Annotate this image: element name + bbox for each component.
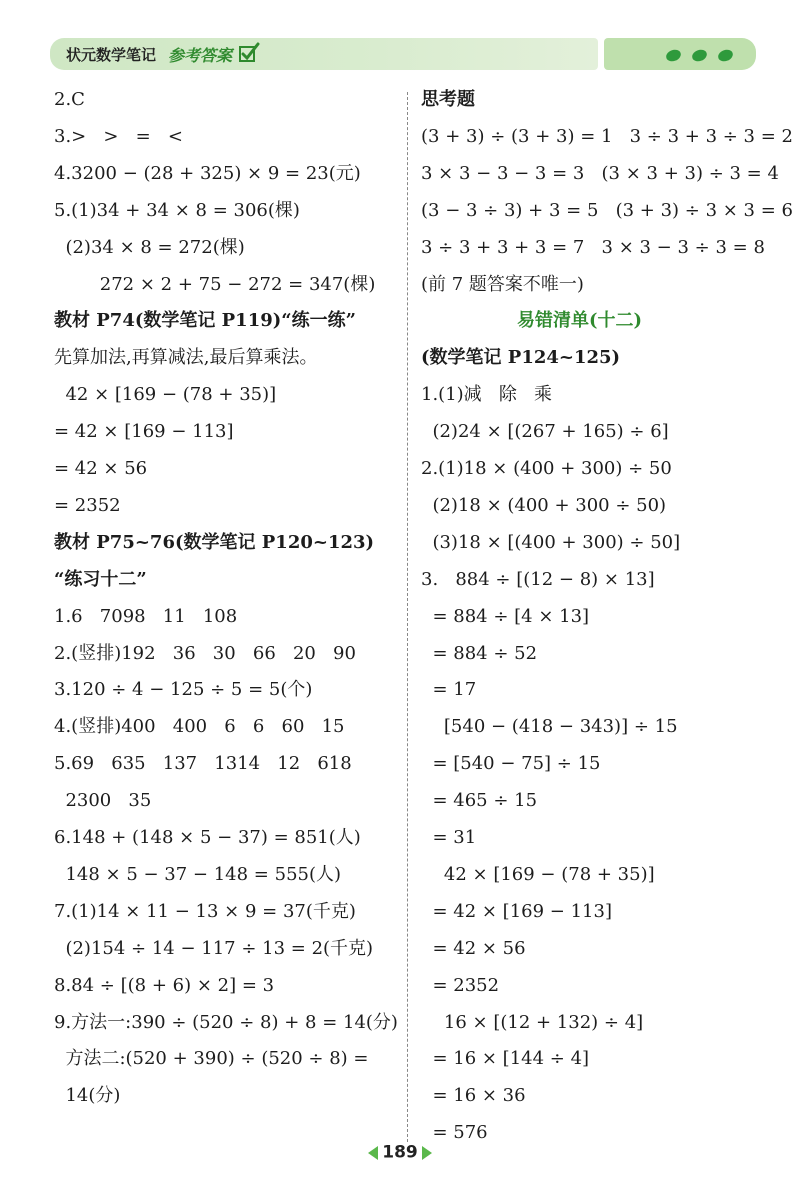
answer-line: = 884 ÷ 52 — [421, 642, 538, 664]
answer-line: 教材 P74(数学笔记 P119)“练一练” — [54, 310, 356, 332]
dot-icon — [665, 48, 683, 63]
answer-line: [540 − (418 − 343)] ÷ 15 — [421, 716, 678, 738]
answer-line: 3. 884 ÷ [(12 − 8) × 13] — [421, 568, 655, 590]
page-footer — [0, 1142, 800, 1163]
answer-line: 16 × [(12 + 132) ÷ 4] — [421, 1011, 644, 1033]
page-header — [0, 36, 800, 76]
answer-line: = 31 — [421, 827, 477, 848]
answer-line: = [540 − 75] ÷ 15 — [421, 753, 601, 775]
answer-line: 易错清单(十二) — [517, 310, 643, 332]
answer-line: = 42 × 56 — [54, 458, 148, 479]
answer-line: (2)34 × 8 = 272(棵) — [54, 236, 245, 258]
answer-line: = 576 — [421, 1122, 488, 1144]
answer-line: = 2352 — [421, 974, 500, 996]
answer-line: 3 × 3 − 3 − 3 = 3 (3 × 3 + 3) ÷ 3 = 4 — [421, 162, 779, 184]
answer-line: 先算加法,再算减法,最后算乘法。 — [54, 347, 318, 369]
answer-line: (2)24 × [(267 + 165) ÷ 6] — [421, 421, 669, 443]
answer-line: = 2352 — [54, 494, 121, 516]
answer-line: (前 7 题答案不唯一) — [421, 273, 584, 295]
answer-line: = 42 × 56 — [421, 937, 526, 959]
answer-line: 8.84 ÷ [(8 + 6) × 2] = 3 — [54, 974, 275, 996]
answer-line: 3.120 ÷ 4 − 125 ÷ 5 = 5(个) — [54, 679, 313, 701]
answer-line: 教材 P75~76(数学笔记 P120~123) — [54, 531, 375, 553]
answer-line: 3 ÷ 3 + 3 + 3 = 7 3 × 3 − 3 ÷ 3 = 8 — [421, 236, 765, 258]
answer-line: = 17 — [421, 679, 477, 701]
answer-line: (3)18 × [(400 + 300) ÷ 50] — [421, 531, 681, 553]
dot-icon — [691, 48, 709, 63]
answer-line: (2)154 ÷ 14 − 117 ÷ 13 = 2(千克) — [54, 937, 374, 959]
book-brand: 状元数学笔记 — [66, 46, 157, 64]
answer-line: 42 × [169 − (78 + 35)] — [54, 384, 277, 406]
answer-line: 4.(竖排)400 400 6 6 60 15 — [54, 716, 345, 738]
answer-line: 42 × [169 − (78 + 35)] — [421, 863, 655, 885]
answer-line: 2.(1)18 × (400 + 300) ÷ 50 — [421, 458, 672, 479]
answer-line: (3 + 3) ÷ (3 + 3) = 1 3 ÷ 3 + 3 ÷ 3 = 2 — [421, 125, 793, 147]
answer-line: 4.3200 − (28 + 325) × 9 = 23(元) — [54, 162, 361, 184]
header-bar-right — [604, 38, 756, 70]
column-divider — [407, 92, 408, 1142]
answer-line: 1.6 7098 11 108 — [54, 605, 238, 627]
answer-line: = 884 ÷ [4 × 13] — [421, 605, 590, 627]
answer-line: 1.(1)减 除 乘 — [421, 384, 553, 406]
answer-line: “练习十二” — [54, 568, 147, 590]
answer-line: 9.方法一:390 ÷ (520 ÷ 8) + 8 = 14(分) — [54, 1011, 398, 1033]
answer-line: = 465 ÷ 15 — [421, 790, 538, 812]
answer-line: (2)18 × (400 + 300 ÷ 50) — [421, 494, 667, 516]
answer-line: 2.C — [54, 89, 85, 110]
answer-line: 14(分) — [54, 1085, 121, 1107]
answer-line: 5.(1)34 + 34 × 8 = 306(棵) — [54, 199, 300, 221]
answer-line: 2.(竖排)192 36 30 66 20 90 — [54, 642, 356, 664]
answer-line: (3 − 3 ÷ 3) + 3 = 5 (3 + 3) ÷ 3 × 3 = 6 — [421, 199, 793, 221]
answer-line: 方法二:(520 + 390) ÷ (520 ÷ 8) = — [54, 1048, 369, 1070]
answer-line: 7.(1)14 × 11 − 13 × 9 = 37(千克) — [54, 900, 356, 922]
answer-line: 148 × 5 − 37 − 148 = 555(人) — [54, 863, 342, 885]
next-arrow-icon — [422, 1146, 432, 1160]
answer-line: = 42 × [169 − 113] — [421, 900, 612, 922]
answer-line: 6.148 + (148 × 5 − 37) = 851(人) — [54, 827, 361, 848]
answer-line: 3.> > = < — [54, 125, 183, 147]
answer-line: 2300 35 — [54, 790, 152, 812]
page-number: 189 — [382, 1142, 418, 1163]
answer-line: (数学笔记 P124~125) — [421, 347, 621, 369]
checkmark-icon — [238, 42, 260, 64]
prev-arrow-icon — [368, 1146, 378, 1160]
answer-line: 思考题 — [421, 89, 475, 110]
answer-line: = 42 × [169 − 113] — [54, 421, 234, 443]
answer-line: = 16 × 36 — [421, 1085, 526, 1107]
section-title: 参考答案 — [168, 46, 233, 65]
dot-icon — [717, 48, 735, 63]
answer-line: 5.69 635 137 1314 12 618 — [54, 753, 352, 775]
answer-line: = 16 × [144 ÷ 4] — [421, 1048, 590, 1070]
answer-line: 272 × 2 + 75 − 272 = 347(棵) — [54, 273, 376, 295]
